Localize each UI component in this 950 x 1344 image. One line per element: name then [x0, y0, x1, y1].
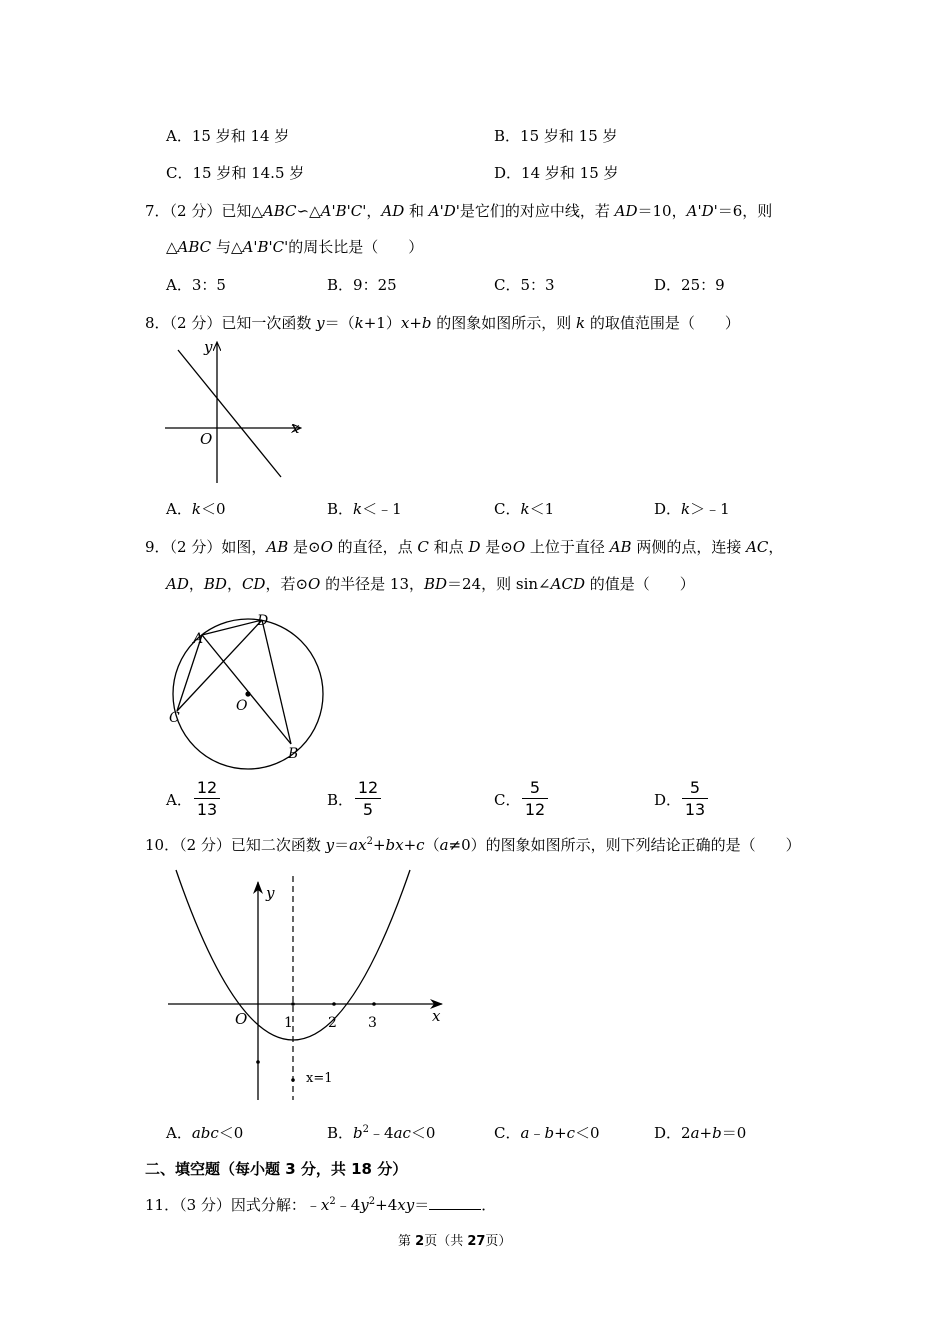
q9-label-a: A	[193, 631, 204, 647]
q8-axis-label-y: y	[204, 338, 213, 356]
q9-chord-cd	[177, 620, 262, 711]
q8-option-a: A．k＜0	[166, 500, 226, 518]
q10-tick-label-1: 1	[284, 1015, 293, 1031]
q8-stem: 8．（2 分）已知一次函数 y＝（k+1）x+b 的图象如图所示，则 k 的取值范围是（ ）	[145, 314, 740, 332]
q9-stem-line2: AD，BD，CD，若⊙O 的半径是 13，BD＝24，则 sin∠ACD 的值是（ ）	[166, 575, 695, 593]
q8-option-d: D．k＞﹣1	[654, 500, 730, 518]
q9-center-point	[245, 691, 250, 696]
q10-origin-label: O	[235, 1010, 248, 1028]
q6-option-b: B．15 岁和 15 岁	[494, 127, 618, 145]
q8-option-c: C．k＜1	[494, 500, 555, 518]
q9-option-d-label: D．	[654, 791, 682, 809]
q6-option-d: D．14 岁和 15 岁	[494, 164, 619, 182]
q7-stem-line1: 7．（2 分）已知△ABC∽△A'B'C'，AD 和 A'D'是它们的对应中线，若 AD＝10，A'D'＝6，则	[145, 202, 773, 220]
q9-option-b-fraction: 12 5	[355, 778, 381, 819]
q10-stem: 10．（2 分）已知二次函数 $y=ax^2+bx+c(a\ne 0)$的图象如图所示，则下列结论正确的是（ ）	[145, 836, 801, 854]
q10-tick-2	[332, 1002, 336, 1006]
q9-label-c: C	[169, 710, 180, 726]
q10-tick-3	[372, 1002, 376, 1006]
q10-option-c: C．a﹣b+c＜0	[494, 1124, 600, 1142]
q9-option-d-fraction: 5 13	[682, 778, 708, 819]
q10-tick-label-2: 2	[328, 1015, 337, 1031]
q9-chord-ad	[202, 620, 262, 635]
q8-option-b: B．k＜﹣1	[327, 500, 402, 518]
q9-stem-line1: 9．（2 分）如图，AB 是⊙O 的直径，点 C 和点 D 是⊙O 上位于直径 AB 两侧的点，连接 AC，	[145, 538, 784, 556]
q9-option-b-label: B．	[327, 791, 354, 809]
q9-label-b: B	[288, 746, 299, 762]
q8-origin-label: O	[200, 430, 213, 448]
q8-axis-label-x: x	[291, 419, 300, 437]
q9-option-c-fraction: 5 12	[522, 778, 548, 819]
q9-option-a-label: A．	[166, 791, 192, 809]
q9-circle-figure	[160, 606, 330, 766]
q7-option-b: B．9：25	[327, 276, 397, 294]
q7-option-c: C．5：3	[494, 276, 555, 294]
q9-option-c-label: C．	[494, 791, 521, 809]
q6-option-a: A．15 岁和 14 岁	[166, 127, 290, 145]
q10-option-d: D．2a+b＝0	[654, 1124, 747, 1142]
q11-answer-blank	[429, 1197, 481, 1210]
q10-y-intercept	[256, 1060, 260, 1064]
q7-option-d: D．25：9	[654, 276, 725, 294]
q8-function-line	[178, 350, 281, 477]
q10-axis-label-x: x	[432, 1007, 441, 1025]
q7-stem-line2: △ABC 与△A'B'C'的周长比是（ ）	[166, 238, 424, 256]
q8-linear-graph	[160, 338, 310, 488]
q9-option-a-fraction: 12 13	[194, 778, 220, 819]
q11-stem: 11．（3 分）因式分解：$﹣x^2﹣4y^2+4xy=$ ．	[145, 1196, 497, 1214]
section-heading-fill-in-blank: 二、填空题（每小题 3 分，共 18 分）	[145, 1160, 408, 1178]
q10-tick-label-3: 3	[368, 1015, 377, 1031]
q10-vertex	[291, 1078, 295, 1082]
q9-label-o: O	[236, 698, 248, 714]
q7-option-a: A．3：5	[166, 276, 226, 294]
q6-option-c: C．15 岁和 14.5 岁	[166, 164, 305, 182]
q10-option-a: A．abc＜0	[166, 1124, 244, 1142]
page-footer: 第 2页（共 27页）	[398, 1234, 512, 1249]
q10-parabola-graph	[160, 868, 450, 1103]
q9-label-d: D	[257, 613, 269, 629]
q10-option-b: B．$b^2﹣4ac<0$	[327, 1124, 436, 1142]
q10-axis-label-y: y	[266, 884, 275, 902]
q10-axis-of-symmetry-label: x=1	[306, 1071, 333, 1086]
q10-tick-1	[291, 1002, 295, 1006]
